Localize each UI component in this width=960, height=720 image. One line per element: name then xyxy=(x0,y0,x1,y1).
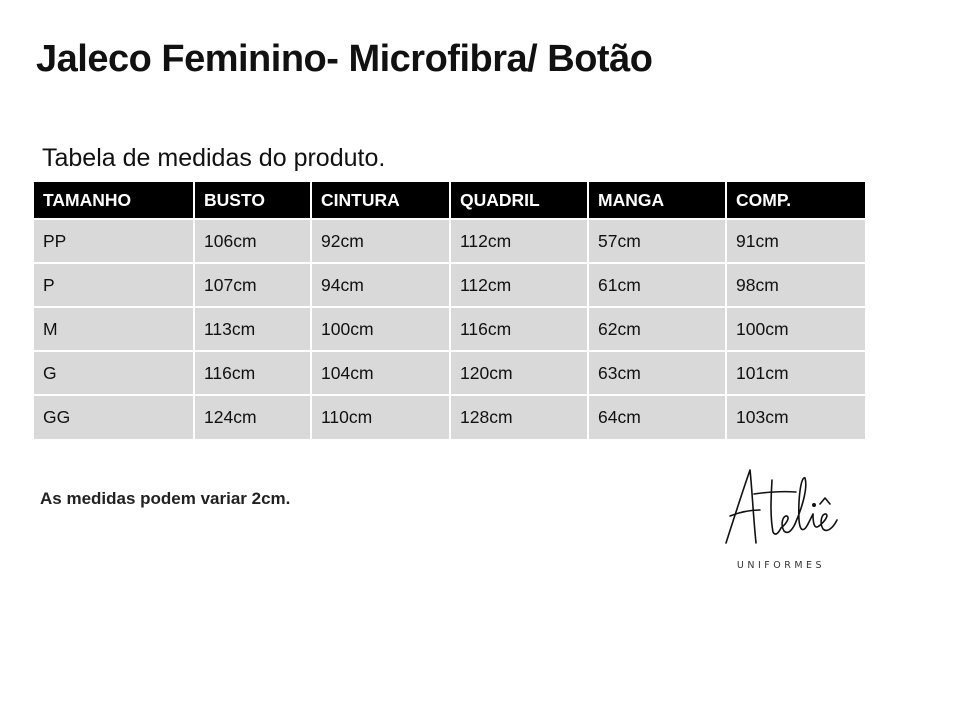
table-cell: 92cm xyxy=(311,219,450,263)
table-cell: 63cm xyxy=(588,351,726,395)
table-cell: 124cm xyxy=(194,395,311,439)
table-cell: 128cm xyxy=(450,395,588,439)
table-cell: 61cm xyxy=(588,263,726,307)
table-cell: 116cm xyxy=(194,351,311,395)
logo-script-mark xyxy=(716,458,846,558)
table-cell: 100cm xyxy=(311,307,450,351)
measurement-note: As medidas podem variar 2cm. xyxy=(40,489,291,508)
table-caption: Tabela de medidas do produto. xyxy=(42,144,386,172)
table-row xyxy=(34,219,865,263)
table-cell: 62cm xyxy=(588,307,726,351)
table-row xyxy=(34,263,865,307)
table-cell: 94cm xyxy=(311,263,450,307)
header-cell: BUSTO xyxy=(194,182,311,219)
size-table xyxy=(34,182,865,439)
table-cell: 57cm xyxy=(588,219,726,263)
table-cell: 64cm xyxy=(588,395,726,439)
header-cell: MANGA xyxy=(588,182,726,219)
table-cell: 113cm xyxy=(194,307,311,351)
table-cell: 120cm xyxy=(450,351,588,395)
table-cell: 107cm xyxy=(194,263,311,307)
table-cell: 104cm xyxy=(311,351,450,395)
table-row xyxy=(34,307,865,351)
table-row xyxy=(34,395,865,439)
table-row xyxy=(34,351,865,395)
table-header-row xyxy=(34,182,865,219)
table-cell: 106cm xyxy=(194,219,311,263)
table-cell: 112cm xyxy=(450,263,588,307)
brand-logo xyxy=(716,458,846,578)
table-cell: 112cm xyxy=(450,219,588,263)
header-cell: COMP. xyxy=(726,182,865,219)
page-title: Jaleco Feminino- Microfibra/ Botão xyxy=(36,38,653,80)
table-cell: 103cm xyxy=(726,395,865,439)
header-cell: CINTURA xyxy=(311,182,450,219)
table-cell: PP xyxy=(34,219,194,263)
table-cell: 116cm xyxy=(450,307,588,351)
table-cell: 100cm xyxy=(726,307,865,351)
table-cell: 98cm xyxy=(726,263,865,307)
table-cell: GG xyxy=(34,395,194,439)
table-cell: G xyxy=(34,351,194,395)
header-cell: QUADRIL xyxy=(450,182,588,219)
table-cell: 101cm xyxy=(726,351,865,395)
table-cell: 91cm xyxy=(726,219,865,263)
table-cell: M xyxy=(34,307,194,351)
table-cell: P xyxy=(34,263,194,307)
header-cell: TAMANHO xyxy=(34,182,194,219)
logo-subtext: UNIFORMES xyxy=(736,560,826,571)
table-cell: 110cm xyxy=(311,395,450,439)
